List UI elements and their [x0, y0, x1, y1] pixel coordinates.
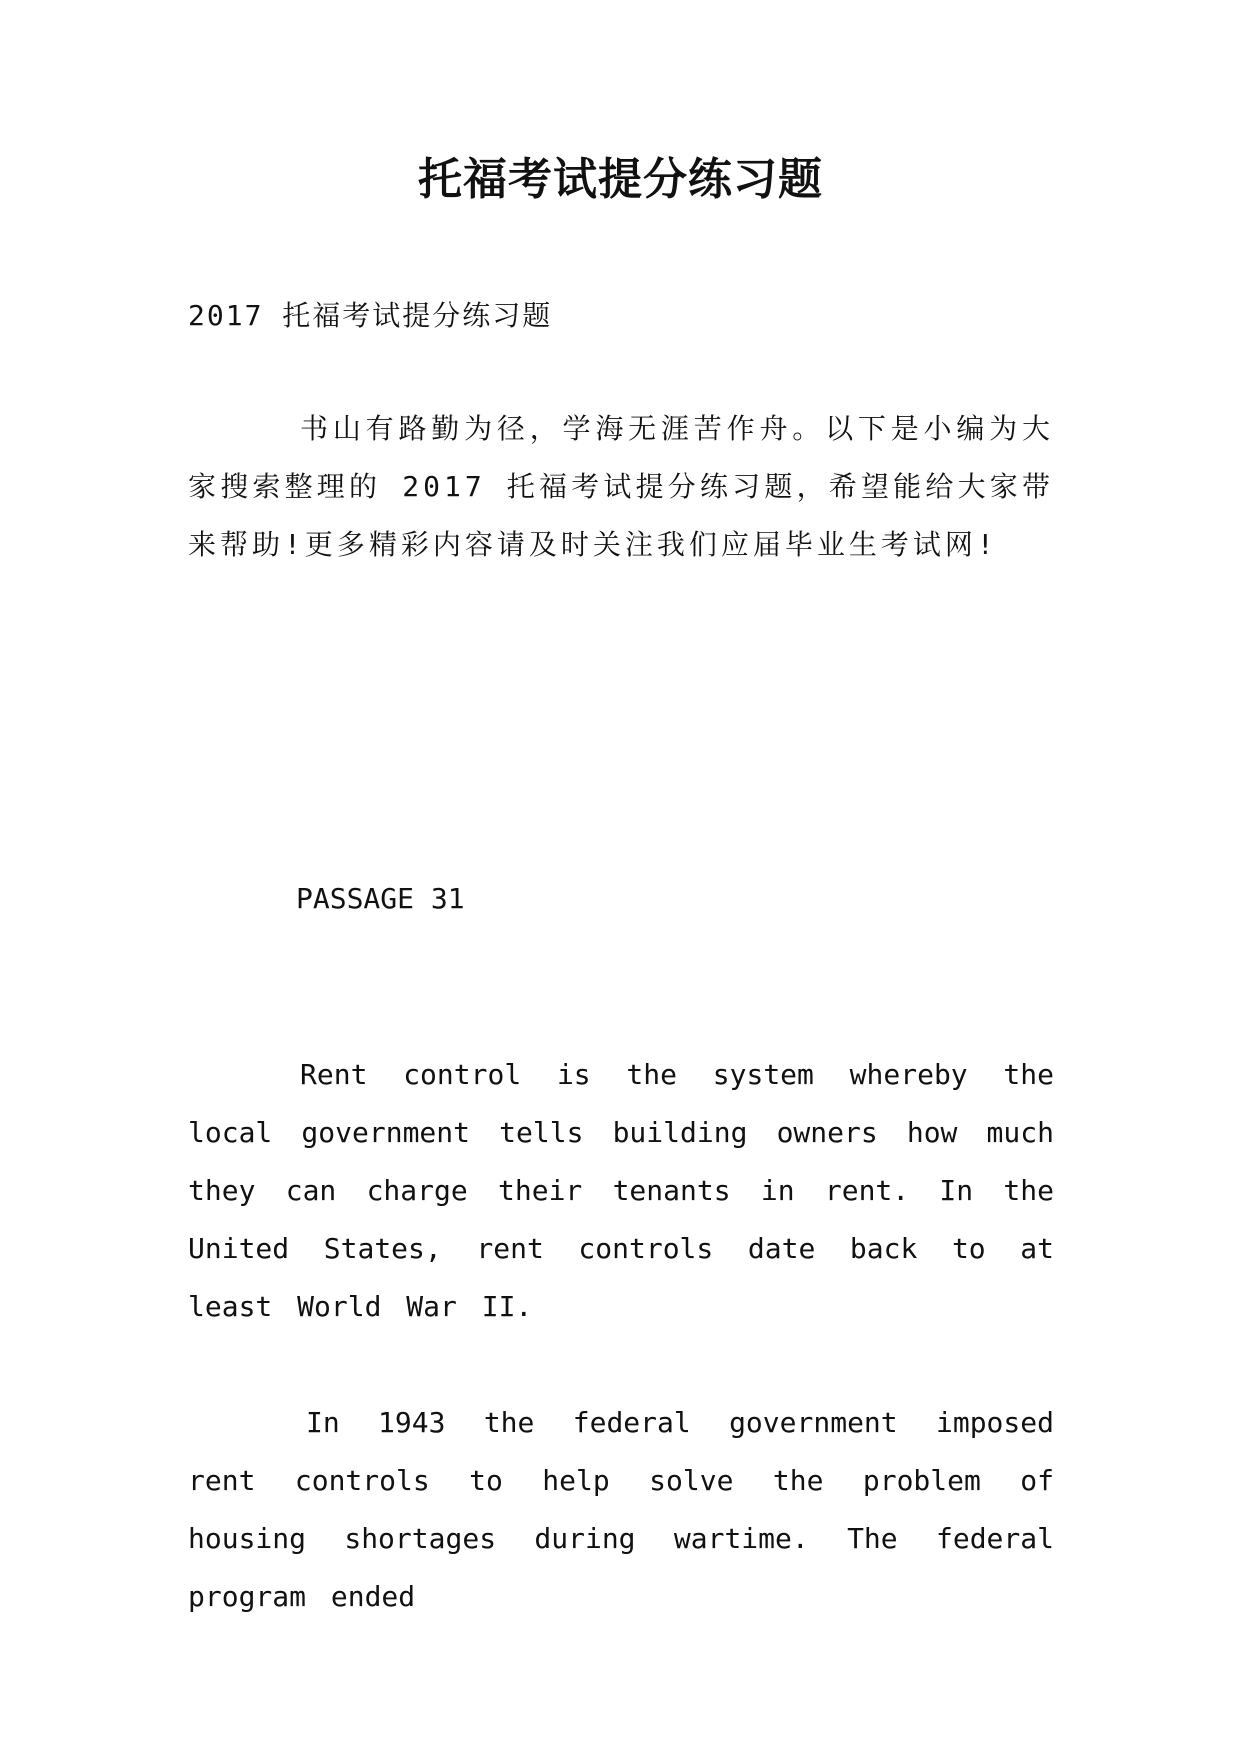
intro-paragraph: 书山有路勤为径，学海无涯苦作舟。以下是小编为大家搜索整理的 2017 托福考试提分练习题，希望能给大家带来帮助!更多精彩内容请及时关注我们应届毕业生考试网!: [188, 412, 1054, 561]
passage-paragraph-2: In 1943 the federal government imposed rent controls to help solve the problem of housing shortages during wartime. The federal program ended: [188, 1406, 1054, 1613]
passage-paragraph-1: Rent control is the system whereby the local government tells building owners how much they can charge their tenants in rent. In the United States, rent controls date back to at least World War II.: [188, 1058, 1054, 1323]
document-title: 托福考试提分练习题: [418, 154, 823, 205]
passage-heading: PASSAGE 31: [296, 882, 465, 915]
document-subtitle: 2017 托福考试提分练习题: [188, 299, 553, 332]
